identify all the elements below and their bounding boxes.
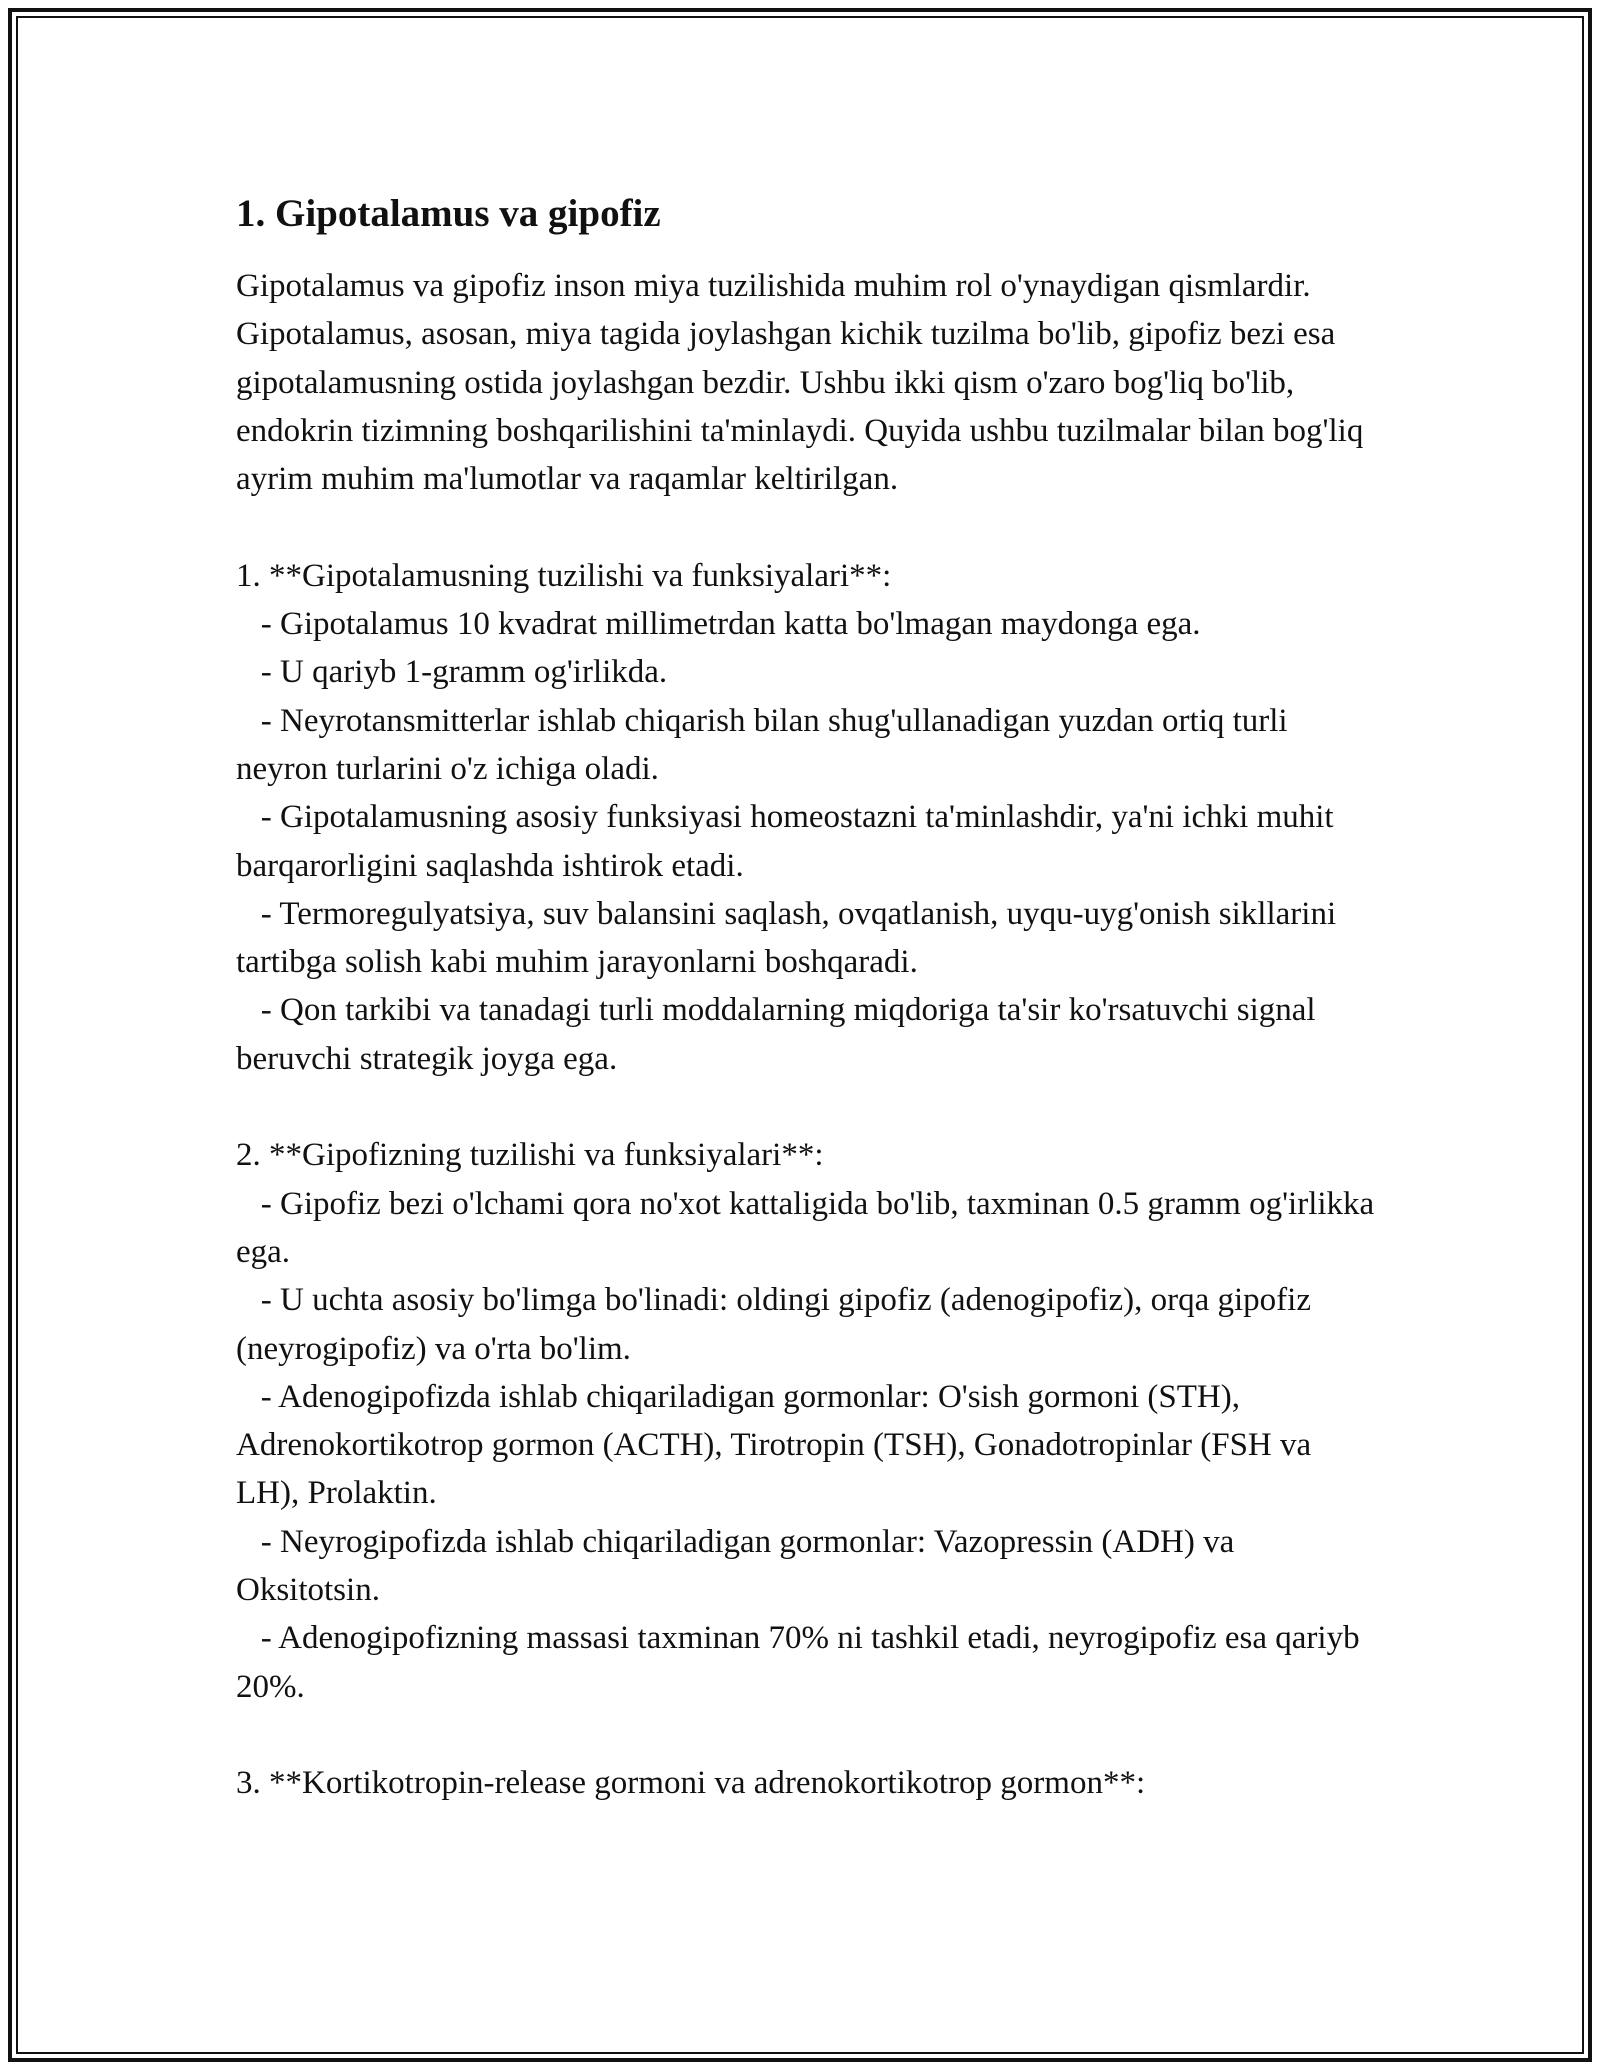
paragraph-gap [236, 1711, 1376, 1759]
section-2-item: - Neyrogipofizda ishlab chiqariladigan gormonlar: Vazopressin (ADH) va Oksitotsin. [236, 1523, 1243, 1609]
section-2-item: - U uchta asosiy bo'limga bo'linadi: oldingi gipofiz (adenogipofiz), orqa gipofiz (neyrogipofiz) va o'rta bo'lim. [236, 1282, 1320, 1367]
section-2 [236, 1131, 1383, 1711]
document-body [236, 186, 1383, 1808]
section-3 [236, 1759, 1376, 1807]
paragraph-gap [236, 503, 1376, 551]
section-1-title: 1. **Gipotalamusning tuzilishi va funksiyalari**: [236, 557, 892, 594]
section-2-item: - Adenogipofizning massasi taxminan 70% ni tashkil etadi, neyrogipofiz esa qariyb 20%. [236, 1620, 1368, 1705]
section-2-item: - Adenogipofizda ishlab chiqariladigan gormonlar: O'sish gormoni (STH), Adrenokortikotrop gormon (ACTH), Tirotropin (TSH), Gonadotropinlar (FSH va LH), Prolaktin. [236, 1378, 1320, 1512]
section-1-item: - Neyrotansmitterlar ishlab chiqarish bilan shug'ullanadigan yuzdan ortiq turli neyron turlarini o'z ichiga oladi. [236, 702, 1296, 787]
document-heading: 1. Gipotalamus va gipofiz [236, 192, 661, 235]
section-1-item: - U qariyb 1-gramm og'irlikda. [236, 654, 668, 691]
section-1-item: - Gipotalamus 10 kvadrat millimetrdan katta bo'lmagan maydonga ega. [236, 606, 1201, 643]
section-1-item: - Termoregulyatsiya, suv balansini saqlash, ovqatlanish, uyqu-uyg'onish sikllarini tartibga solish kabi muhim jarayonlarni boshqaradi. [236, 895, 1345, 981]
section-2-item: - Gipofiz bezi o'lchami qora no'xot kattaligida bo'lib, taxminan 0.5 gramm og'irlikka ega. [236, 1185, 1383, 1270]
section-1-item: - Gipotalamusning asosiy funksiyasi homeostazni ta'minlashdir, ya'ni ichki muhit barqarorligini saqlashda ishtirok etadi. [236, 799, 1342, 884]
section-2-title: 2. **Gipofizning tuzilishi va funksiyalari**: [236, 1137, 824, 1174]
section-1 [236, 552, 1376, 1083]
intro-paragraph: Gipotalamus va gipofiz inson miya tuzilishida muhim rol o'ynaydigan qismlardir. Gipotalamus, asosan, miya tagida joylashgan kichik tuzilma bo'lib, gipofiz bezi esa gipotalamusning ostida joylashgan bezdir. Ushbu ikki qism o'zaro bog'liq bo'lib, endokrin tizimning boshqarilishini ta'minlaydi. Quyida ushbu tuzilmalar bilan bog'liq ayrim muhim ma'lumotlar va raqamlar keltirilgan. [236, 268, 1372, 498]
section-3-title: 3. **Kortikotropin-release gormoni va adrenokortikotrop gormon**: [236, 1765, 1146, 1802]
section-1-item: - Qon tarkibi va tanadagi turli moddalarning miqdoriga ta'sir ko'rsatuvchi signal beruvchi strategik joyga ega. [236, 992, 1324, 1077]
paragraph-gap [236, 1083, 1376, 1131]
